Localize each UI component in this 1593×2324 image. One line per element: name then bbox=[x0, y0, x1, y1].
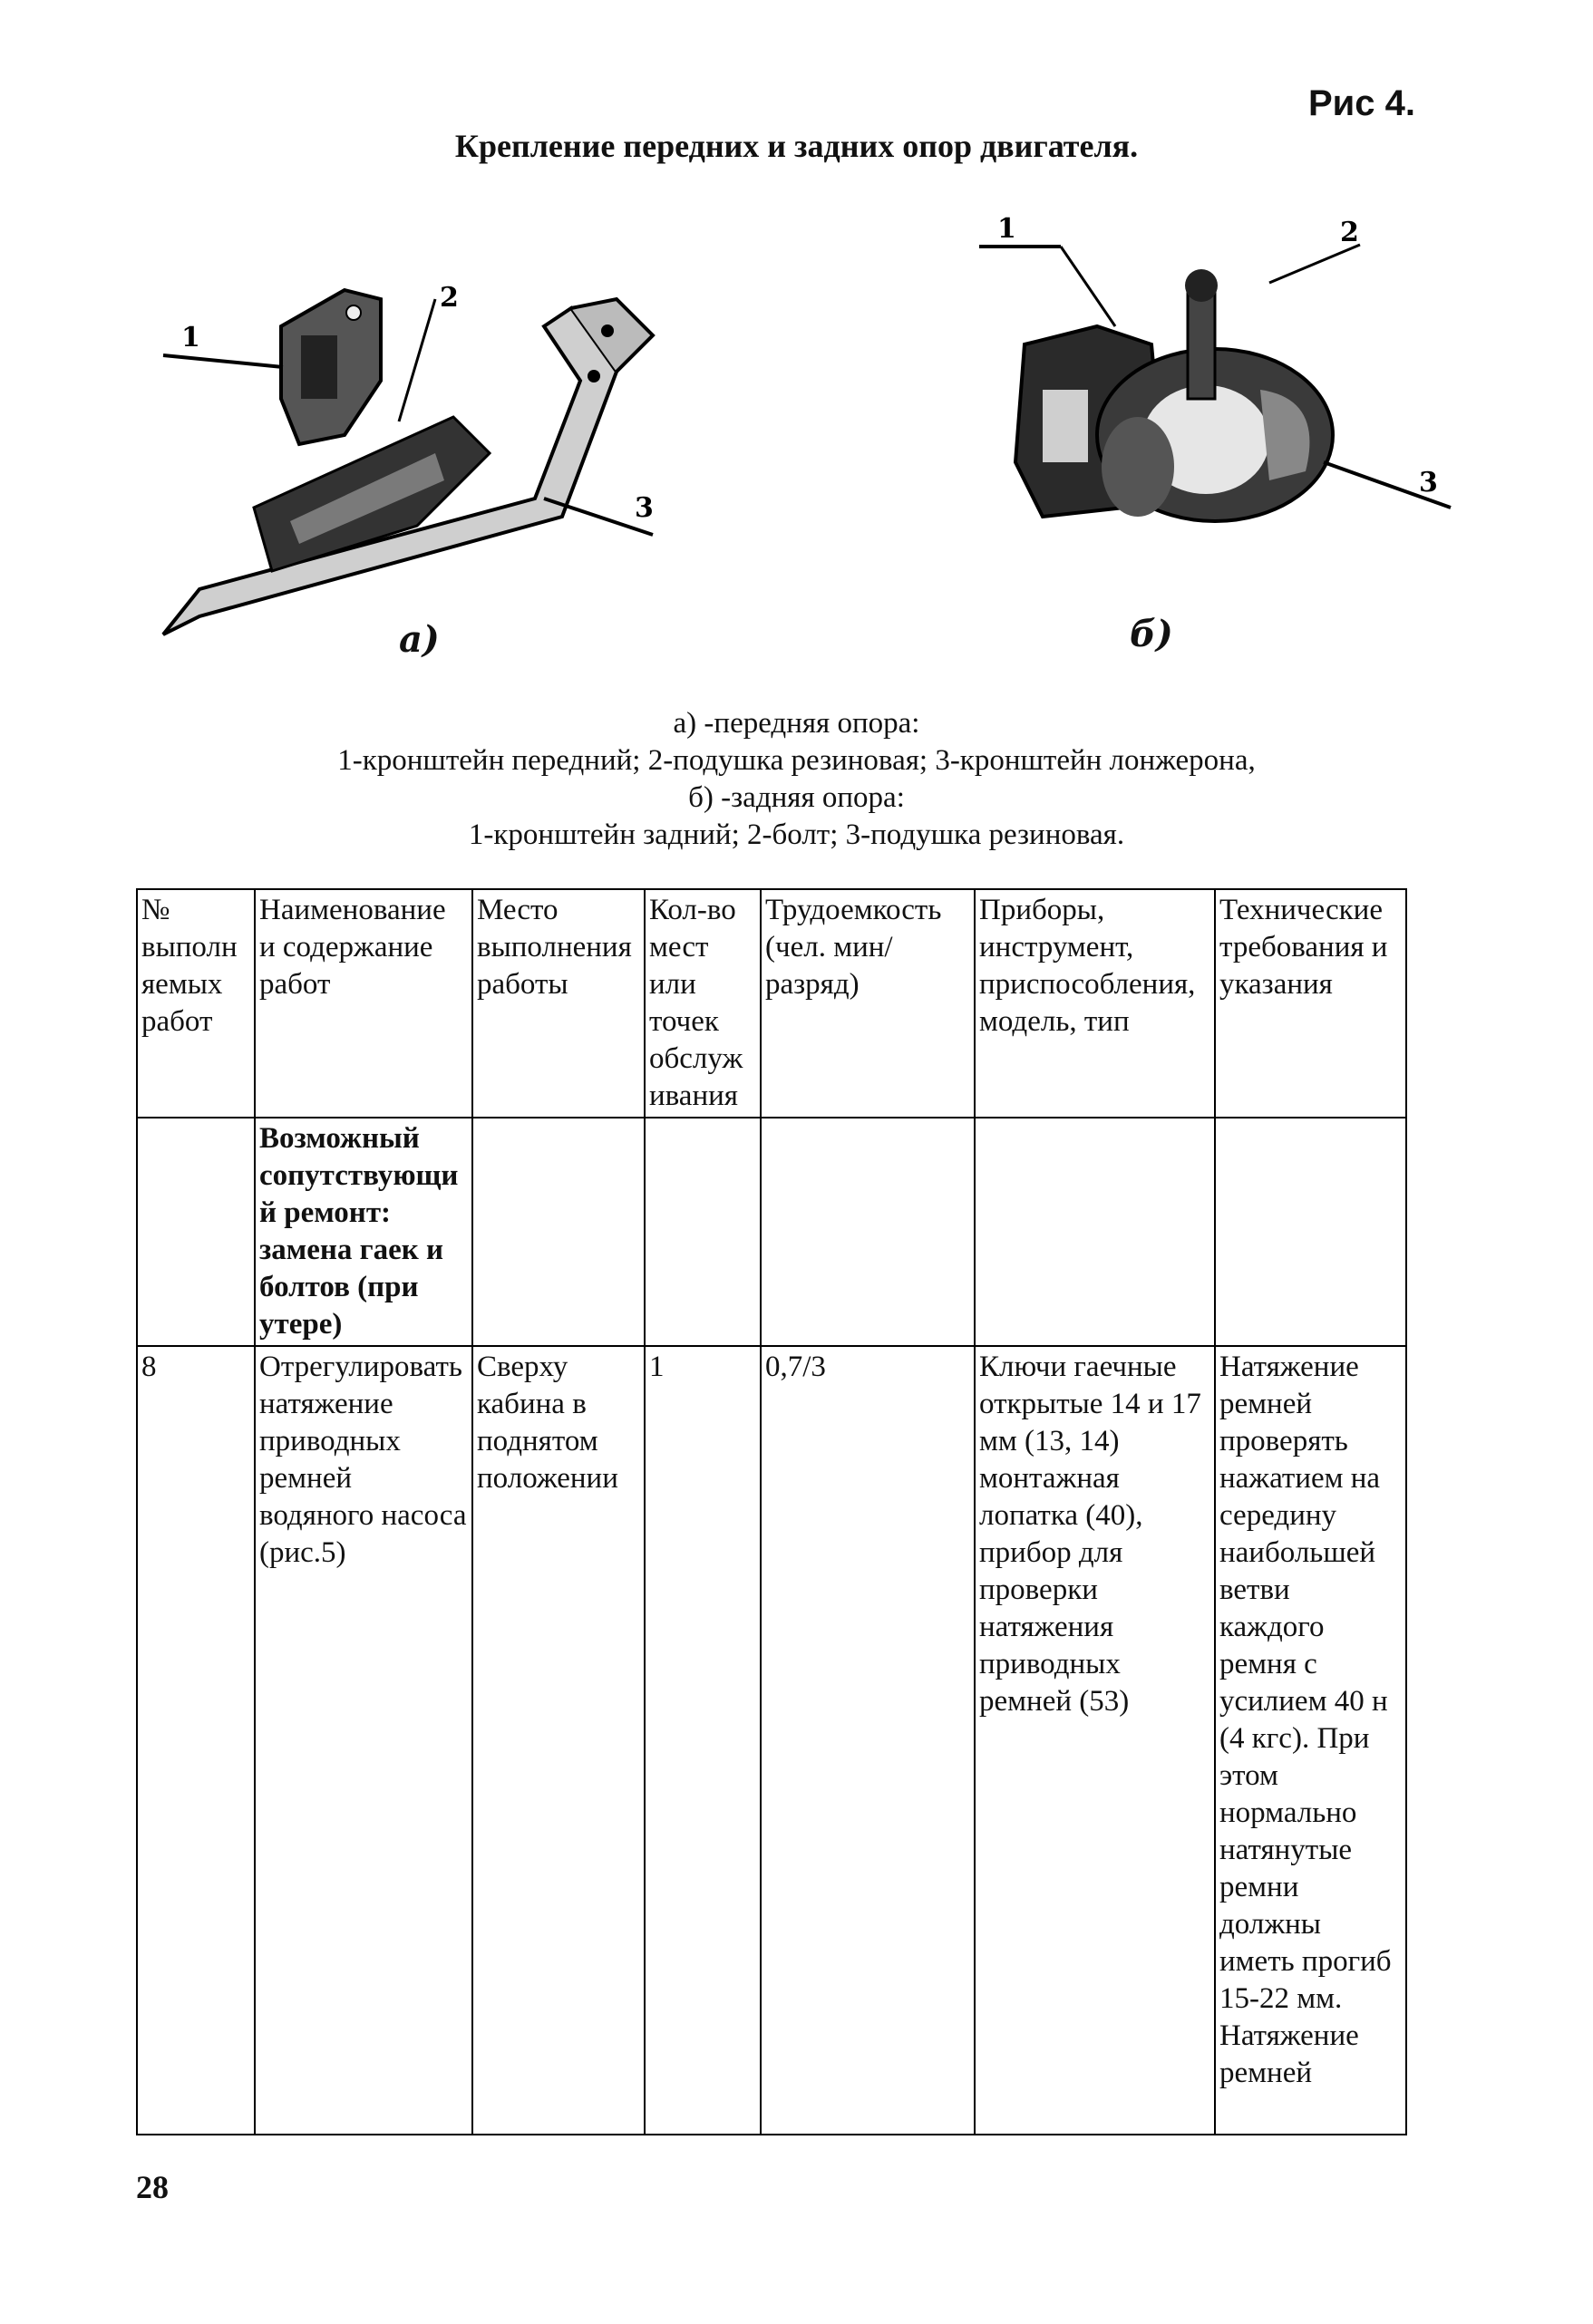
cell-no bbox=[137, 1118, 255, 1346]
header-cell: Трудоемкость (чел. мин/ разряд) bbox=[761, 889, 975, 1118]
cell-name: Возможный сопутствующий ремонт: замена гаек и болтов (при утере) bbox=[255, 1118, 472, 1346]
callout-b2: 2 bbox=[1340, 217, 1359, 248]
callout-b1: 1 bbox=[997, 213, 1016, 245]
callout-line-b2 bbox=[1269, 245, 1360, 283]
callout-line-b1-leader bbox=[1061, 247, 1115, 326]
front-mount-drawing bbox=[145, 272, 707, 671]
header-cell: Приборы, инструмент, приспособления, модель, тип bbox=[975, 889, 1215, 1118]
table-header-row bbox=[137, 889, 1406, 1118]
callout-line-2 bbox=[399, 299, 435, 421]
header-cell: Технические требования и указания bbox=[1215, 889, 1406, 1118]
cell-count bbox=[645, 1118, 761, 1346]
figure-legend bbox=[0, 705, 1593, 854]
cell-place bbox=[472, 1118, 645, 1346]
cell-labor: 0,7/3 bbox=[761, 1346, 975, 2135]
maintenance-table bbox=[136, 888, 1407, 2135]
rear-mount-drawing bbox=[943, 208, 1487, 653]
header-cell: Место выполнения работы bbox=[472, 889, 645, 1118]
page-number: 28 bbox=[136, 2169, 169, 2205]
header-cell: Наименование и содержание работ bbox=[255, 889, 472, 1118]
cell-tools: Ключи гаечные открытые 14 и 17 мм (13, 14) монтажная лопатка (40), прибор для проверки натяжения приводных ремней (53) bbox=[975, 1346, 1215, 2135]
cell-place: Сверху кабина в поднятом положении bbox=[472, 1346, 645, 2135]
header-cell: № выполняемых работ bbox=[137, 889, 255, 1118]
legend-line: а) -передняя опора: bbox=[673, 707, 920, 740]
legend-line: 1-кронштейн передний; 2-подушка резиновая; 3-кронштейн лонжерона, bbox=[337, 744, 1256, 777]
table-row bbox=[137, 1346, 1406, 2135]
cell-requirements: Натяжение ремней проверять нажатием на середину наибольшей ветви каждого ремня с усилием 40 н (4 кгс). При этом нормально натянутые ремни должны иметь прогиб 15-22 мм. Натяжение ремней bbox=[1215, 1346, 1406, 2135]
figure-label: Рис 4. bbox=[1308, 83, 1415, 123]
caption-b: б) bbox=[1130, 613, 1173, 655]
callout-b3: 3 bbox=[1419, 467, 1438, 499]
cell-requirements bbox=[1215, 1118, 1406, 1346]
callout-3: 3 bbox=[635, 492, 654, 524]
figure-title: Крепление передних и задних опор двигателя. bbox=[454, 128, 1139, 164]
caption-a: а) bbox=[399, 618, 440, 661]
cell-tools bbox=[975, 1118, 1215, 1346]
table-row bbox=[137, 1118, 1406, 1346]
cell-no: 8 bbox=[137, 1346, 255, 2135]
cell-labor bbox=[761, 1118, 975, 1346]
callout-1: 1 bbox=[181, 322, 200, 353]
callout-line-1 bbox=[163, 355, 283, 367]
legend-line: б) -задняя опора: bbox=[688, 781, 905, 814]
cell-count: 1 bbox=[645, 1346, 761, 2135]
header-cell: Кол-во мест или точек обслуживания bbox=[645, 889, 761, 1118]
callout-2: 2 bbox=[440, 282, 459, 314]
legend-line: 1-кронштейн задний; 2-болт; 3-подушка резиновая. bbox=[468, 818, 1125, 851]
cell-name: Отрегулировать натяжение приводных ремней водяного насоса (рис.5) bbox=[255, 1346, 472, 2135]
